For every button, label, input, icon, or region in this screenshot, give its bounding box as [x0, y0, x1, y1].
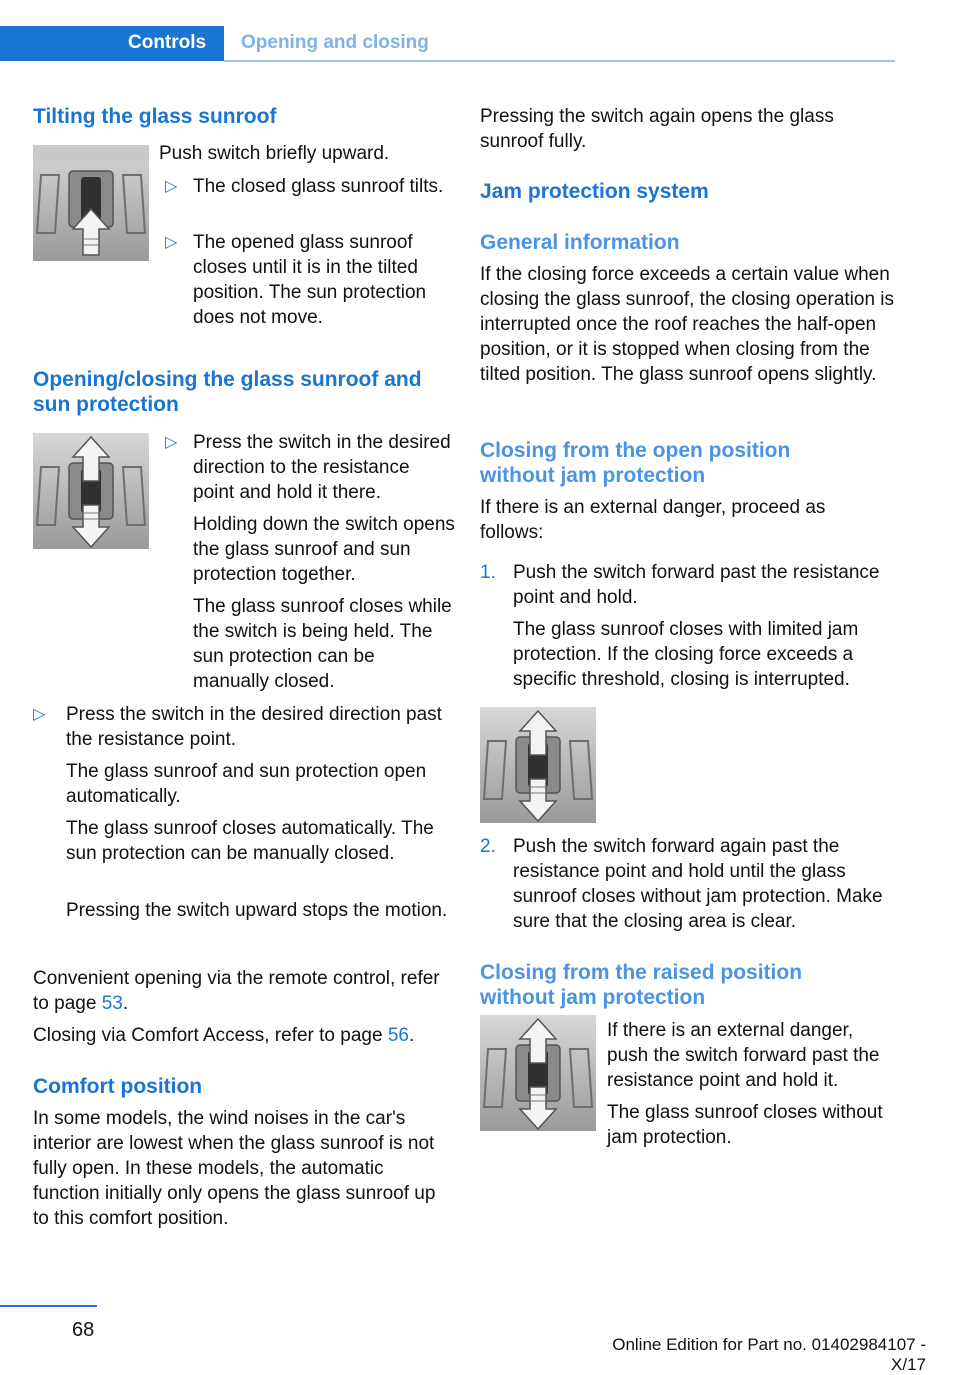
opening-bullet-1-para-1: Press the switch in the desired direction to the resistance point and hold it there. — [193, 432, 451, 503]
header-tab-label: Controls — [128, 32, 207, 53]
opening-bullet-2-para-4: Pressing the switch upward stops the motion. — [66, 900, 448, 921]
opening-bullet-1-para-3: The glass sunroof closes while the switch is being held. The sun protection can be manually closed. — [193, 596, 452, 692]
bullet-triangle-icon: ▷ — [165, 178, 178, 195]
general-information-text: If the closing force exceeds a certain value when closing the glass sunroof, the closing operation is interrupted once the roof reaches the half-open position, or it is stopped when closing from the tilted position. The glass sunroof opens slightly. — [480, 264, 895, 385]
footer-edition: Online Edition for Part no. 01402984107 - X/17 — [612, 1335, 926, 1374]
page-link-53[interactable]: 53 — [101, 993, 123, 1014]
tilting-bullet-1: The closed glass sunroof tilts. — [193, 176, 444, 197]
step-1-para-1: Push the switch forward past the resistance point and hold. — [513, 562, 880, 608]
page-link-56[interactable]: 56 — [387, 1025, 409, 1046]
comfort-position-text: In some models, the wind noises in the car's interior are lowest when the glass sunroof is not fully open. In these models, the automatic function initially only opens the glass sunroof up to this comfort position. — [33, 1108, 436, 1229]
opening-bullet-2-para-3: The glass sunroof closes automatically. The sun protection can be manually closed. — [66, 818, 434, 864]
sunroof-switch-image-tilt — [33, 145, 149, 261]
sunroof-switch-image-open-close — [33, 433, 149, 549]
remote-control-reference: Convenient opening via the remote control, refer to page 53. — [33, 968, 440, 1014]
raised-position-para-1: If there is an external danger, push the switch forward past the resistance point and hold it. — [607, 1020, 880, 1091]
header-tab-controls — [0, 26, 224, 61]
header-divider — [224, 60, 895, 62]
bullet-triangle-icon: ▷ — [33, 706, 46, 723]
sunroof-switch-image-step-1 — [480, 707, 596, 823]
header-section-title: Opening and closing — [241, 32, 429, 53]
opening-bullet-2-para-1: Press the switch in the desired direction past the resistance point. — [66, 704, 442, 750]
heading-opening-closing: Opening/closing the glass sunroof and sun protection — [33, 368, 422, 416]
sunroof-switch-image-raised — [480, 1015, 596, 1131]
heading-closing-open-position: Closing from the open position without jam protection — [480, 439, 791, 487]
comfort-access-text: Closing via Comfort Access, refer to page — [33, 1025, 383, 1046]
tilting-intro: Push switch briefly upward. — [159, 143, 390, 164]
tilting-bullet-2: The opened glass sunroof closes until it is in the tilted position. The sun protection does not move. — [193, 232, 427, 328]
heading-jam-protection: Jam protection system — [480, 180, 709, 203]
heading-general-information: General information — [480, 231, 680, 254]
remote-control-text: Convenient opening via the remote control, refer to page — [33, 968, 440, 1014]
bullet-triangle-icon: ▷ — [165, 434, 178, 451]
comfort-access-reference: Closing via Comfort Access, refer to page 56. — [33, 1025, 415, 1046]
heading-closing-raised-position: Closing from the raised position without jam protection — [480, 961, 803, 1009]
bullet-triangle-icon: ▷ — [165, 234, 178, 251]
heading-tilting: Tilting the glass sunroof — [33, 105, 277, 128]
step-1-para-2: The glass sunroof closes with limited jam protection. If the closing force exceeds a specific threshold, closing is interrupted. — [513, 619, 859, 690]
opening-bullet-2-para-2: The glass sunroof and sun protection open automatically. — [66, 761, 427, 807]
continued-text: Pressing the switch again opens the glass sunroof fully. — [480, 106, 834, 152]
footer-divider — [0, 1305, 97, 1307]
step-2-para-1: Push the switch forward again past the resistance point and hold until the glass sunroof closes without jam protection. Make sure that the closing area is clear. — [513, 836, 883, 932]
step-number-2: 2. — [480, 836, 496, 857]
opening-bullet-1-para-2: Holding down the switch opens the glass sunroof and sun protection together. — [193, 514, 455, 585]
raised-position-para-2: The glass sunroof closes without jam protection. — [607, 1102, 883, 1148]
step-number-1: 1. — [480, 562, 496, 583]
page-number: 68 — [72, 1319, 95, 1341]
open-position-intro: If there is an external danger, proceed as follows: — [480, 497, 826, 543]
heading-comfort-position: Comfort position — [33, 1075, 203, 1098]
